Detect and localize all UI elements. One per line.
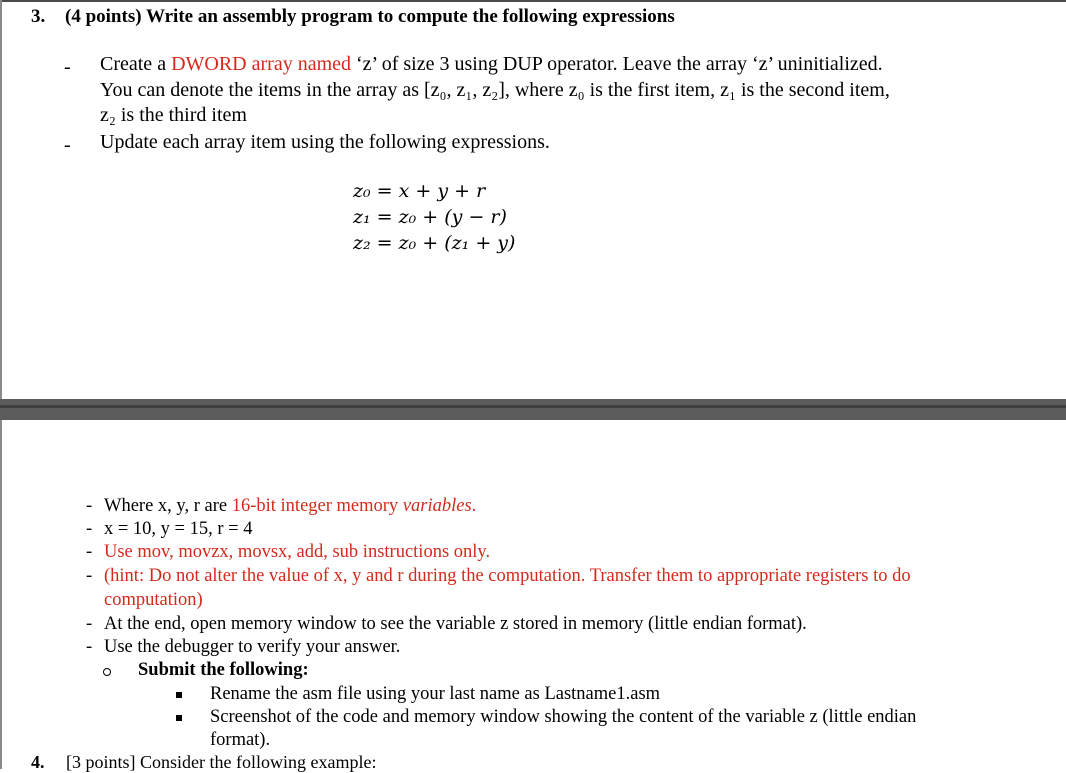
submit-item-screenshot-line2: format). [210, 730, 271, 750]
highlight-text: DWORD array named [171, 53, 352, 75]
list-dash: - [86, 637, 93, 657]
bullet1-line1 [100, 53, 883, 76]
submit-item-screenshot-line1: Screenshot of the code and memory window showing the content of the variable z (little endian [210, 707, 917, 727]
text-segment: . [471, 496, 477, 516]
square-bullet-icon [176, 715, 182, 721]
list-dash: - [86, 614, 93, 634]
highlight-text: 16-bit integer memory [231, 496, 403, 516]
bullet-dash: - [64, 56, 71, 78]
question-number: 3. [31, 6, 46, 27]
equation-z2: z₂ = z₀ + (z₁ + y) [353, 232, 516, 254]
square-bullet-icon [176, 692, 182, 698]
list-item-values: x = 10, y = 15, r = 4 [104, 519, 253, 539]
top-border [0, 0, 1066, 2]
text-segment: Where x, y, r are [104, 496, 232, 516]
list-dash: - [86, 519, 93, 539]
list-item-hint-line2: computation) [104, 590, 203, 610]
bullet-dash: - [64, 134, 71, 156]
bullet2-text: Update each array item using the following expressions. [100, 131, 550, 153]
list-dash: - [86, 566, 93, 586]
equation-z1: z₁ = z₀ + (y − r) [353, 206, 507, 228]
list-item-instructions: Use mov, movzx, movsx, add, sub instructions only. [104, 542, 491, 562]
circle-bullet-icon [103, 668, 111, 676]
submit-item-rename: Rename the asm file using your last name as Lastname1.asm [210, 684, 661, 704]
equation-z0: z₀ = x + y + r [353, 180, 486, 202]
page-divider [0, 399, 1066, 420]
list-item-memory-window: At the end, open memory window to see the variable z stored in memory (little endian format). [104, 614, 807, 634]
list-dash: - [86, 496, 93, 516]
highlight-text-italic: variables [402, 496, 472, 516]
bullet1-line3: z₂ is the third item [100, 104, 247, 126]
submit-label: Submit the following: [138, 660, 309, 680]
page-divider-line [0, 405, 1066, 408]
list-item-hint-line1: (hint: Do not alter the value of x, y and r during the computation. Transfer them to appropriate registers to do [104, 566, 911, 586]
page-left-edge [0, 420, 2, 769]
bullet1-line2: You can denote the items in the array as [z₀, z₁, z₂], where z₀ is the first item, z₁ is the second item, [100, 79, 890, 101]
text-segment: Create a [100, 53, 172, 75]
question-title: (4 points) Write an assembly program to compute the following expressions [65, 6, 675, 27]
page-left-edge [0, 0, 2, 399]
list-dash: - [86, 542, 93, 562]
list-item-variables [104, 496, 476, 517]
list-item-debugger: Use the debugger to verify your answer. [104, 637, 401, 657]
text-segment: ‘z’ of size 3 using DUP operator. Leave the array ‘z’ uninitialized. [351, 53, 883, 75]
question4-text: [3 points] Consider the following example: [66, 752, 377, 772]
question-number: 4. [31, 752, 45, 772]
